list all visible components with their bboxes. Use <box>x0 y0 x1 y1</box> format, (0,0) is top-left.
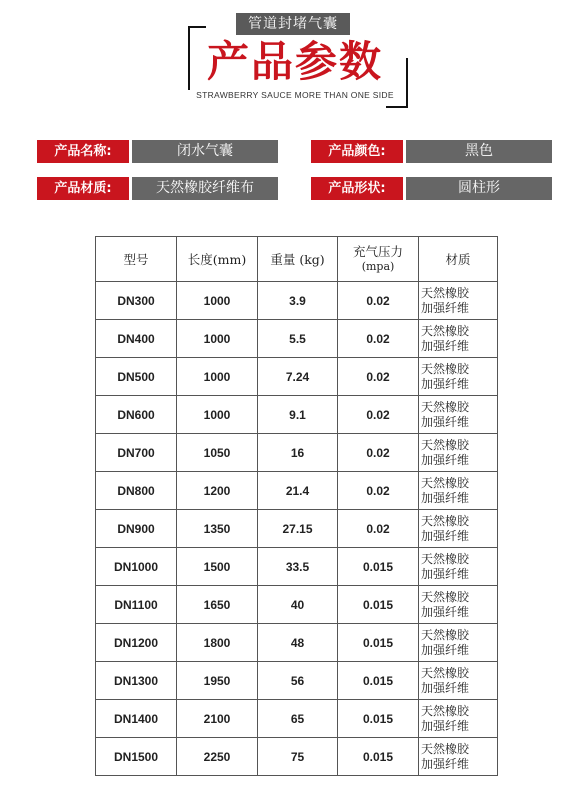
header-model: 型号 <box>96 237 177 282</box>
table-body <box>96 282 498 776</box>
material-line-1: 天然橡胶 <box>421 399 470 414</box>
table-row <box>96 548 498 586</box>
material-line-1: 天然橡胶 <box>421 437 470 452</box>
param-label: 产品形状: <box>311 177 403 200</box>
cell-length: 1000 <box>177 320 258 358</box>
material-line-2: 加强纤维 <box>421 566 470 581</box>
cell-model: DN900 <box>96 510 177 548</box>
header-weight: 重量 (kg) <box>258 237 338 282</box>
material-line-2: 加强纤维 <box>421 452 470 467</box>
cell-pressure: 0.015 <box>338 624 419 662</box>
cell-material <box>419 320 498 358</box>
material-line-2: 加强纤维 <box>421 680 470 695</box>
material-line-2: 加强纤维 <box>421 376 470 391</box>
param-label: 产品颜色: <box>311 140 403 163</box>
table-row <box>96 700 498 738</box>
category-tag: 管道封堵气囊 <box>236 13 350 35</box>
material-line-1: 天然橡胶 <box>421 551 470 566</box>
param-product-color <box>311 140 552 163</box>
table-row <box>96 510 498 548</box>
material-line-2: 加强纤维 <box>421 642 470 657</box>
material-line-2: 加强纤维 <box>421 490 470 505</box>
cell-weight: 9.1 <box>258 396 338 434</box>
cell-length: 2250 <box>177 738 258 776</box>
material-line-2: 加强纤维 <box>421 338 470 353</box>
cell-weight: 27.15 <box>258 510 338 548</box>
material-line-2: 加强纤维 <box>421 300 470 315</box>
header-pressure <box>338 237 419 282</box>
material-line-1: 天然橡胶 <box>421 323 470 338</box>
cell-model: DN700 <box>96 434 177 472</box>
cell-length: 2100 <box>177 700 258 738</box>
material-line-2: 加强纤维 <box>421 604 470 619</box>
cell-model: DN400 <box>96 320 177 358</box>
cell-pressure: 0.02 <box>338 358 419 396</box>
cell-weight: 7.24 <box>258 358 338 396</box>
param-value: 闭水气囊 <box>132 140 278 163</box>
cell-material <box>419 472 498 510</box>
cell-material <box>419 624 498 662</box>
cell-model: DN500 <box>96 358 177 396</box>
cell-model: DN600 <box>96 396 177 434</box>
cell-weight: 5.5 <box>258 320 338 358</box>
cell-pressure: 0.02 <box>338 282 419 320</box>
table-row <box>96 586 498 624</box>
cell-weight: 16 <box>258 434 338 472</box>
material-line-1: 天然橡胶 <box>421 589 470 604</box>
cell-material <box>419 586 498 624</box>
table-row <box>96 738 498 776</box>
cell-length: 1200 <box>177 472 258 510</box>
header-pressure-label: 充气压力 <box>352 244 403 259</box>
cell-weight: 56 <box>258 662 338 700</box>
cell-weight: 21.4 <box>258 472 338 510</box>
cell-length: 1650 <box>177 586 258 624</box>
cell-pressure: 0.02 <box>338 472 419 510</box>
page-header <box>0 0 584 120</box>
cell-material <box>419 510 498 548</box>
cell-material <box>419 396 498 434</box>
header-material: 材质 <box>419 237 498 282</box>
material-line-1: 天然橡胶 <box>421 285 470 300</box>
cell-pressure: 0.015 <box>338 662 419 700</box>
spec-table <box>95 236 498 776</box>
cell-pressure: 0.015 <box>338 548 419 586</box>
material-line-1: 天然橡胶 <box>421 475 470 490</box>
table-row <box>96 396 498 434</box>
cell-length: 1800 <box>177 624 258 662</box>
cell-weight: 48 <box>258 624 338 662</box>
material-line-1: 天然橡胶 <box>421 513 470 528</box>
cell-material <box>419 738 498 776</box>
cell-pressure: 0.02 <box>338 510 419 548</box>
cell-length: 1000 <box>177 396 258 434</box>
param-label: 产品名称: <box>37 140 129 163</box>
material-line-1: 天然橡胶 <box>421 361 470 376</box>
cell-weight: 65 <box>258 700 338 738</box>
table-row <box>96 358 498 396</box>
cell-model: DN1000 <box>96 548 177 586</box>
material-line-2: 加强纤维 <box>421 528 470 543</box>
cell-pressure: 0.02 <box>338 434 419 472</box>
cell-length: 1000 <box>177 358 258 396</box>
table-row <box>96 662 498 700</box>
param-product-name <box>37 140 278 163</box>
table-row <box>96 282 498 320</box>
cell-material <box>419 662 498 700</box>
material-line-2: 加强纤维 <box>421 756 470 771</box>
cell-weight: 33.5 <box>258 548 338 586</box>
cell-length: 1500 <box>177 548 258 586</box>
cell-material <box>419 548 498 586</box>
material-line-1: 天然橡胶 <box>421 665 470 680</box>
cell-model: DN1200 <box>96 624 177 662</box>
cell-material <box>419 282 498 320</box>
cell-model: DN1400 <box>96 700 177 738</box>
cell-weight: 75 <box>258 738 338 776</box>
material-line-1: 天然橡胶 <box>421 627 470 642</box>
header-pressure-unit: (mpa) <box>361 260 395 273</box>
cell-pressure: 0.02 <box>338 396 419 434</box>
table-header-row <box>96 237 498 282</box>
cell-model: DN800 <box>96 472 177 510</box>
cell-weight: 3.9 <box>258 282 338 320</box>
cell-material <box>419 700 498 738</box>
cell-model: DN1500 <box>96 738 177 776</box>
header-length: 长度(mm) <box>177 237 258 282</box>
cell-pressure: 0.015 <box>338 586 419 624</box>
cell-length: 1350 <box>177 510 258 548</box>
material-line-2: 加强纤维 <box>421 718 470 733</box>
table-row <box>96 624 498 662</box>
page-subtitle: STRAWBERRY SAUCE MORE THAN ONE SIDE <box>196 90 394 100</box>
cell-model: DN1300 <box>96 662 177 700</box>
param-product-shape <box>311 177 552 200</box>
cell-length: 1000 <box>177 282 258 320</box>
cell-pressure: 0.015 <box>338 738 419 776</box>
cell-pressure: 0.02 <box>338 320 419 358</box>
cell-model: DN1100 <box>96 586 177 624</box>
cell-pressure: 0.015 <box>338 700 419 738</box>
cell-length: 1050 <box>177 434 258 472</box>
cell-weight: 40 <box>258 586 338 624</box>
table-row <box>96 434 498 472</box>
param-label: 产品材质: <box>37 177 129 200</box>
page-title: 产品参数 <box>206 37 383 86</box>
material-line-1: 天然橡胶 <box>421 741 470 756</box>
table-row <box>96 320 498 358</box>
param-product-material <box>37 177 278 200</box>
cell-material <box>419 434 498 472</box>
param-value: 圆柱形 <box>406 177 552 200</box>
table-row <box>96 472 498 510</box>
cell-length: 1950 <box>177 662 258 700</box>
param-value: 黑色 <box>406 140 552 163</box>
cell-material <box>419 358 498 396</box>
param-value: 天然橡胶纤维布 <box>132 177 278 200</box>
cell-model: DN300 <box>96 282 177 320</box>
material-line-2: 加强纤维 <box>421 414 470 429</box>
material-line-1: 天然橡胶 <box>421 703 470 718</box>
